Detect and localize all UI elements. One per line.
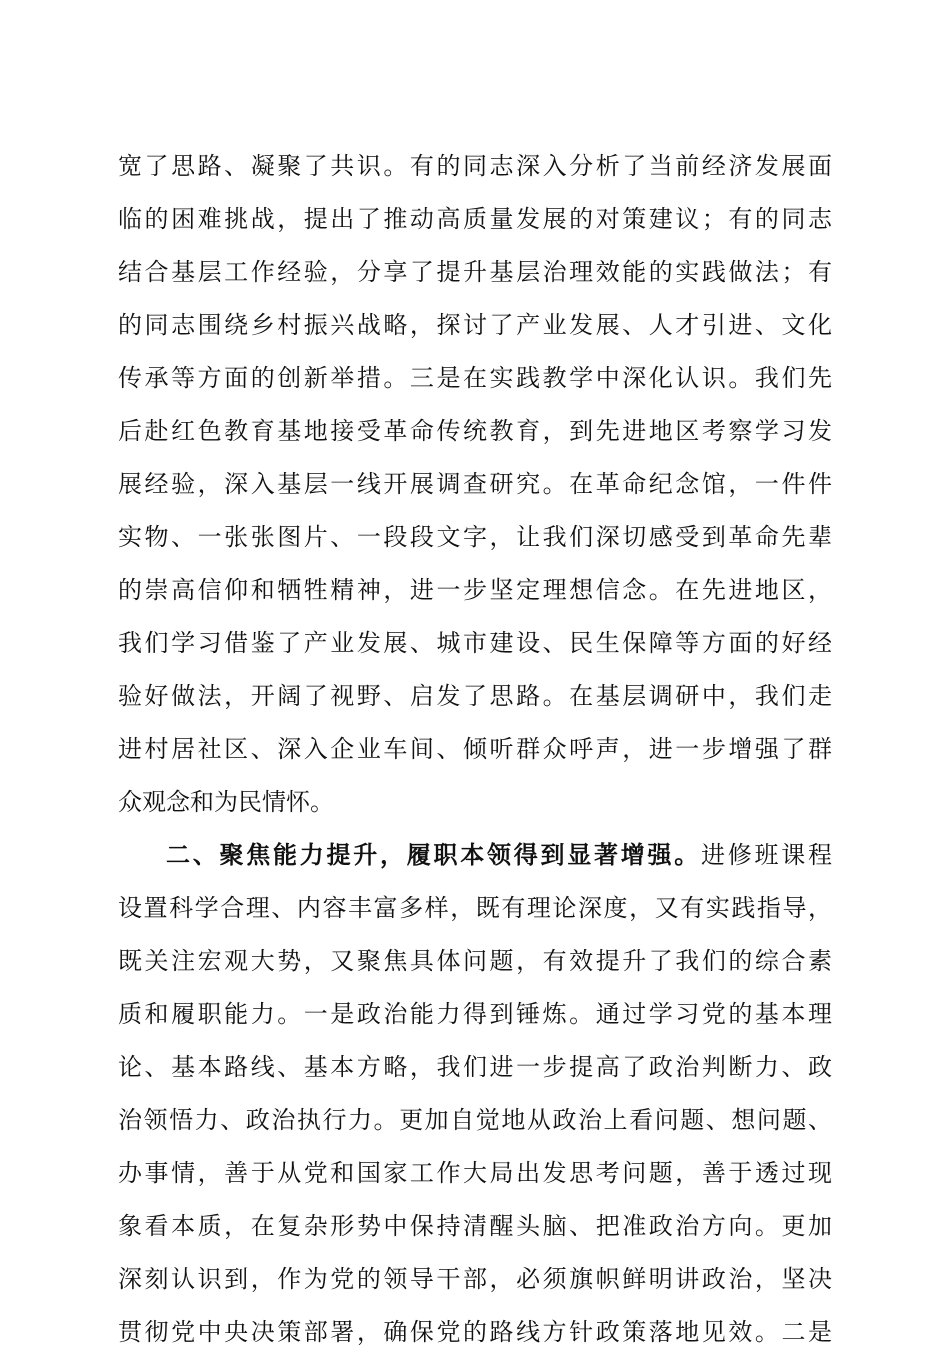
section-2 — [118, 829, 832, 1359]
text-line: 办事情，善于从党和国家工作大局出发思考问题，善于透过现 — [118, 1159, 832, 1187]
text-line: 质和履职能力。一是政治能力得到锤炼。通过学习党的基本理 — [118, 1000, 832, 1028]
section-heading-line — [118, 829, 832, 882]
document-body — [118, 140, 832, 1359]
paragraph-1 — [118, 140, 832, 829]
text-line: 深刻认识到，作为党的领导干部，必须旗帜鲜明讲政治，坚决 — [118, 1265, 832, 1293]
text-line: 贯彻党中央决策部署，确保党的路线方针政策落地见效。二是 — [118, 1318, 832, 1346]
text-line: 宽了思路、凝聚了共识。有的同志深入分析了当前经济发展面 — [118, 152, 832, 180]
text-line: 的崇高信仰和牺牲精神，进一步坚定理想信念。在先进地区， — [118, 576, 832, 604]
text-line: 后赴红色教育基地接受革命传统教育，到先进地区考察学习发 — [118, 417, 832, 445]
text-line: 展经验，深入基层一线开展调查研究。在革命纪念馆，一件件 — [118, 470, 832, 498]
text-line: 进村居社区、深入企业车间、倾听群众呼声，进一步增强了群 — [118, 735, 832, 763]
text-line: 的同志围绕乡村振兴战略，探讨了产业发展、人才引进、文化 — [118, 311, 832, 339]
text-line: 既关注宏观大势，又聚焦具体问题，有效提升了我们的综合素 — [118, 947, 832, 975]
section-heading: 二、聚焦能力提升，履职本领得到显著增强。 — [166, 841, 701, 869]
heading-line-text: 进修班课程 — [701, 841, 832, 869]
text-line: 临的困难挑战，提出了推动高质量发展的对策建议；有的同志 — [118, 205, 832, 233]
text-line: 实物、一张张图片、一段段文字，让我们深切感受到革命先辈 — [118, 523, 832, 551]
text-line: 论、基本路线、基本方略，我们进一步提高了政治判断力、政 — [118, 1053, 832, 1081]
text-line: 我们学习借鉴了产业发展、城市建设、民生保障等方面的好经 — [118, 629, 832, 657]
text-line: 象看本质，在复杂形势中保持清醒头脑、把准政治方向。更加 — [118, 1212, 832, 1240]
text-line: 结合基层工作经验，分享了提升基层治理效能的实践做法；有 — [118, 258, 832, 286]
text-line: 设置科学合理、内容丰富多样，既有理论深度，又有实践指导， — [118, 894, 832, 922]
text-line: 治领悟力、政治执行力。更加自觉地从政治上看问题、想问题、 — [118, 1106, 832, 1134]
text-line: 验好做法，开阔了视野、启发了思路。在基层调研中，我们走 — [118, 682, 832, 710]
text-line: 传承等方面的创新举措。三是在实践教学中深化认识。我们先 — [118, 364, 832, 392]
text-line: 众观念和为民情怀。 — [118, 788, 334, 816]
